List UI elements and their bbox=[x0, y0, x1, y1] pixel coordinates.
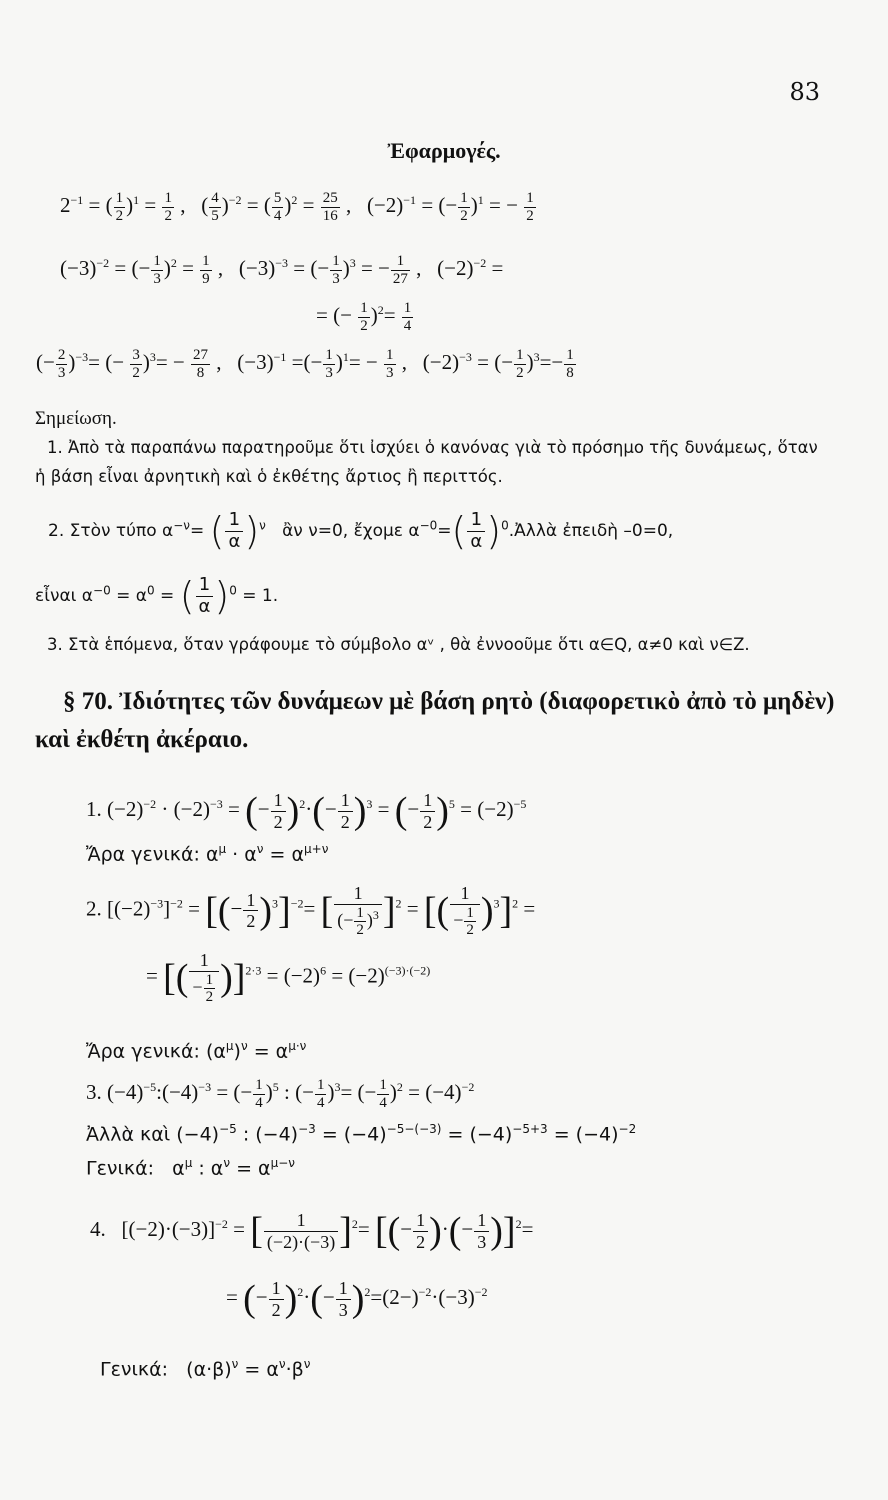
formula-line: $(-3)^{-2}$ = (− $\frac{1}{3}$ )$^2$ = $\frac{1}{9}$ , $(-3)^{-3}$ = (− $\frac{1}{3}$ )$^3$ = − $\frac{1}{27}$ , $(-2)^{-2}$ = bbox=[60, 253, 504, 287]
note-1: 1. Ἀπὸ τὰ παραπάνω παρατηροῦμε ὅτι ἰσχύει ὁ κανόνας γιὰ τὸ πρόσημο τῆς δυνάμεως, ὅταν ἡ βάση εἶναι ἀρνητικὴ καὶ ὁ ἐκθέτης ἄρτιος ἢ περιττός. bbox=[35, 438, 818, 486]
note-2: 2. Στὸν τύπο $\alpha^{-\nu}=$ ( $\frac{1}{\alpha}$ )$^\nu$ ἂν ν=0, ἔχομε $\alpha^{-0}=$( $\frac{1}{\alpha}$ )$^0$.Ἀλλὰ ἐπειδὴ –0=0, bbox=[48, 509, 674, 554]
general-rule-1: Ἄρα γενικά: $\alpha^\mu \cdot \alpha^\nu = \alpha^{\mu+\nu}$ bbox=[86, 842, 329, 866]
also-label: Ἀλλὰ καὶ bbox=[86, 1123, 171, 1146]
property-4-continued: = (− $\frac{1}{2}$ )$^2$·(− $\frac{1}{3}$ )$^2=(2-)^{-2}\cdot(-3)^{-2}$ bbox=[226, 1278, 488, 1321]
property-4: 4. $[(-2)\cdot(-3)]^{-2}$ = [ $\frac{1}{(-2)\cdot(-3)}$ ]$^2$= [(− $\frac{1}{2}$ )·(− $\frac{1}{3}$ )]$^2$= bbox=[90, 1210, 534, 1253]
general-rule-4: Γενικά: $(\alpha\cdot\beta)^\nu = \alpha^\nu\cdot\beta^\nu$ bbox=[100, 1357, 311, 1381]
property-1: 1. $(-2)^{-2} \cdot (-2)^{-3}$ = (− $\frac{1}{2}$ )$^2$·(− $\frac{1}{2}$ )$^3$ = (− $\frac{1}{2}$ )$^5 = (-2)^{-5}$ bbox=[86, 790, 527, 833]
note-3: 3. Στὰ ἑπόμενα, ὅταν γράφουμε τὸ σύμβολο αᵛ , θὰ ἐννοοῦμε ὅτι α∈Q, α≠0 καὶ ν∈Z. bbox=[47, 635, 750, 654]
property-2: 2. $[(-2)^{-3}]^{-2}$ = [(− $\frac{1}{2}$ )$^3$]$^{-2}$= [ 1 (− $\frac{1}{2}$ )$^3$ ]$^2$ = [( 1 − $\frac{1}{2}$ )$^3$]$^2$ = bbox=[86, 883, 536, 939]
property-2-continued: = [( 1 − $\frac{1}{2}$ )]$^{2\cdot 3} = (-2)^6 = (-2)^{(-3)\cdot(-2)}$ bbox=[146, 950, 431, 1006]
item-2-number: 2. bbox=[86, 896, 102, 921]
formula-line: (− $\frac{2}{3}$ )$^{-3}$= (− $\frac{3}{2}$ )$^3$= − $\frac{27}{8}$ , $(-3)^{-1}$ =(− $\frac{1}{3}$ )$^1$= − $\frac{1}{3}$ , $(-2)^{-3}$ = (− $\frac{1}{2}$ )$^3$=− $\frac{1}{8}$ bbox=[36, 347, 574, 381]
general-rule-3: Γενικά: $\alpha^\mu$ : $\alpha^\nu = \alpha^{\mu-\nu}$ bbox=[86, 1156, 295, 1180]
note-2-line-2: εἶναι $\alpha^{-0} = \alpha^0$ = ( $\frac{1}{\alpha}$ )$^0$ = 1. bbox=[35, 574, 279, 619]
section-title: § 70. Ἰδιότητες τῶν δυνάμεων μὲ βάση ρητὸ (διαφορετικὸ ἀπὸ τὸ μηδὲν) καὶ ἐκθέτη ἀκέραιο. bbox=[35, 688, 835, 753]
general-label-3: Γενικά: bbox=[86, 1157, 155, 1180]
property-3: 3. $(-4)^{-5}:(-4)^{-3}$ = (− $\frac{1}{4}$ )$^5$ : (− $\frac{1}{4}$ )$^3$= (− $\frac{1}{4}$ )$^2 = (-4)^{-2}$ bbox=[86, 1077, 475, 1111]
note-2-end: .Ἀλλὰ ἐπειδὴ –0=0, bbox=[508, 521, 674, 542]
item-1-number: 1. bbox=[86, 797, 102, 821]
note-2-mid: ἂν ν=0, ἔχομε α bbox=[282, 521, 420, 542]
item-3-number: 3. bbox=[86, 1079, 102, 1104]
formula-line: $2^{-1}$ = ( $\frac{1}{2}$ )$^1$ = $\frac{1}{2}$ , ( $\frac{4}{5}$ )$^{-2}$ = ( $\frac{5}{4}$ )$^2$ = $\frac{25}{16}$ , $(-2)^{-1}$ = (− $\frac{1}{2}$ )$^1$ = − $\frac{1}{2}$ bbox=[60, 190, 534, 224]
general-label-1: Ἄρα γενικά: bbox=[86, 843, 200, 866]
property-3-also: Ἀλλὰ καὶ $(-4)^{-5}$ : $(-4)^{-3} = (-4)^{-5-(-3)} = (-4)^{-5+3} = (-4)^{-2}$ bbox=[86, 1122, 637, 1146]
general-label-4: Γενικά: bbox=[100, 1358, 169, 1381]
formula-line: = (− $\frac{1}{2}$ )$^2$= $\frac{1}{4}$ bbox=[316, 300, 412, 334]
note-2-prefix: 2. Στὸν τύπο α bbox=[48, 521, 174, 542]
page-number: 83 bbox=[789, 78, 820, 106]
note-2-line-2-prefix: εἶναι α bbox=[35, 586, 94, 607]
note-title: Σημείωση. bbox=[35, 408, 117, 429]
item-4-number: 4. bbox=[90, 1217, 106, 1241]
general-label-2: Ἄρα γενικά: bbox=[86, 1040, 200, 1063]
general-rule-2: Ἄρα γενικά: $(\alpha^\mu)^\nu = \alpha^{\mu\cdot\nu}$ bbox=[86, 1039, 307, 1063]
applications-heading: Ἐφαρμογές. bbox=[387, 138, 501, 163]
